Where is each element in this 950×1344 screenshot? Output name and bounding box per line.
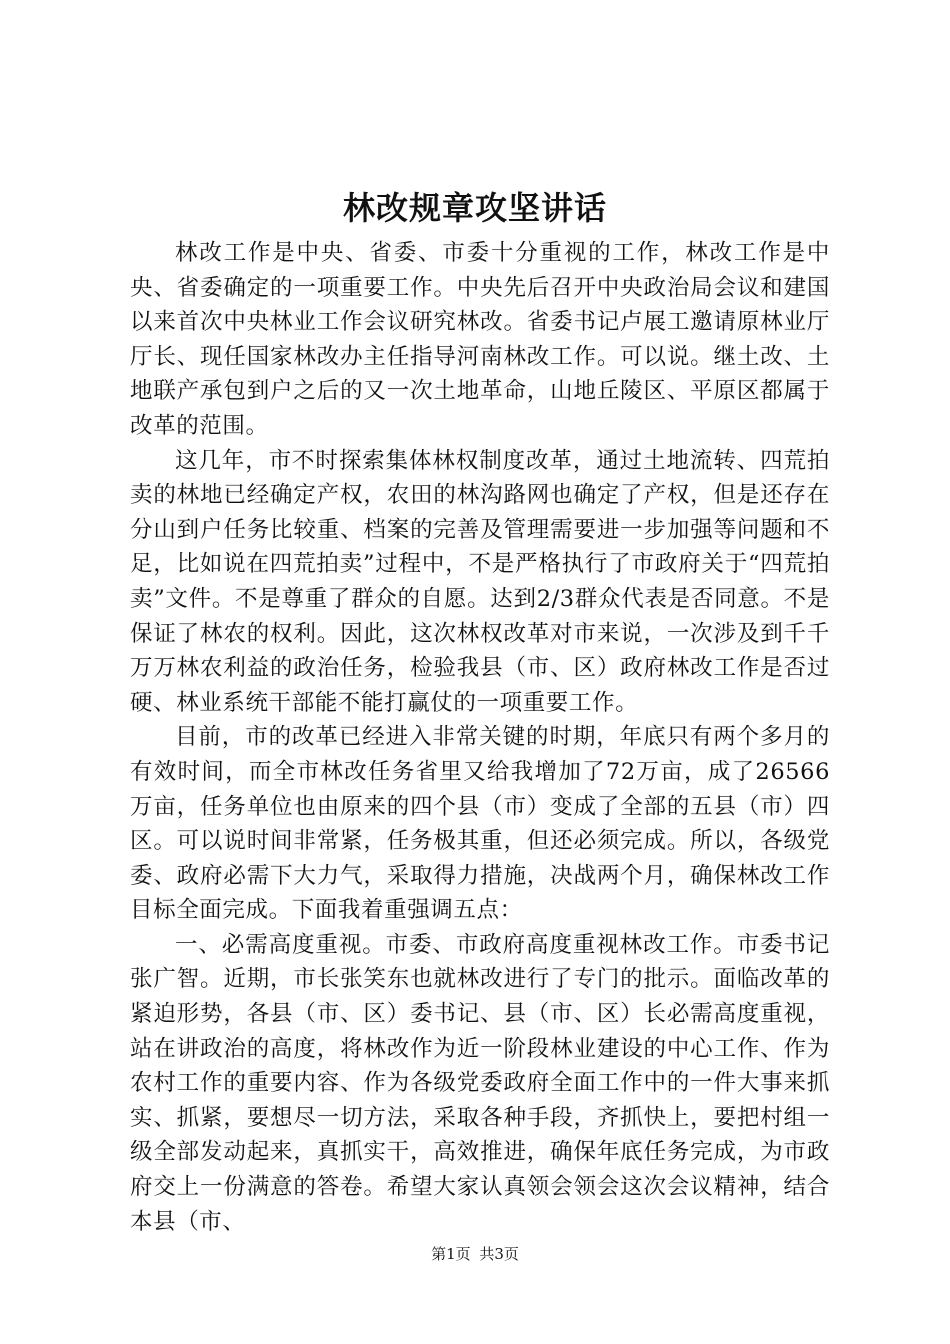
document-body <box>130 236 830 1239</box>
paragraph-1: 林改工作是中央、省委、市委十分重视的工作，林改工作是中央、省委确定的一项重要工作。中央先后召开中央政治局会议和建国以来首次中央林业工作会议研究林改。省委书记卢展工邀请原林业厅厅长、现任国家林改办主任指导河南林改工作。可以说。继土改、土地联产承包到户之后的又一次土地革命，山地丘陵区、平原区都属于改革的范围。 <box>130 240 830 439</box>
document-title: 林改规章攻坚讲话 <box>342 189 607 227</box>
paragraph-4: 一、必需高度重视。市委、市政府高度重视林改工作。市委书记张广智。近期，市长张笑东也就林改进行了专门的批示。面临改革的紧迫形势，各县（市、区）委书记、县（市、区）长必需高度重视，站在讲政治的高度，将林改作为近一阶段林业建设的中心工作、作为农村工作的重要内容、作为各级党委政府全面工作中的一件大事来抓实、抓紧，要想尽一切方法，采取各种手段，齐抓快上，要把村组一级全部发动起来，真抓实干，高效推进，确保年底任务完成，为市政府交上一份满意的答卷。希望大家认真领会领会这次会议精神，结合本县（市、 <box>130 931 830 1235</box>
page-number: 第1页 <box>431 1245 471 1263</box>
page-footer <box>0 1244 950 1264</box>
paragraph-3: 目前，市的改革已经进入非常关键的时期，年底只有两个多月的有效时间，而全市林改任务省里又给我增加了72万亩，成了26566万亩，任务单位也由原来的四个县（市）变成了全部的五县（市）四区。可以说时间非常紧，任务极其重，但还必须完成。所以，各级党委、政府必需下大力气，采取得力措施，决战两个月，确保林改工作目标全面完成。下面我着重强调五点： <box>130 724 830 924</box>
page-total: 共3页 <box>479 1245 519 1263</box>
paragraph-2: 这几年，市不时探索集体林权制度改革，通过土地流转、四荒拍卖的林地已经确定产权，农田的林沟路网也确定了产权，但是还存在分山到户任务比较重、档案的完善及管理需要进一步加强等问题和不足，比如说在四荒拍卖”过程中，不是严格执行了市政府关于“四荒拍卖”文件。不是尊重了群众的自愿。达到2/3群众代表是否同意。不是保证了林农的权利。因此，这次林权改革对市来说，一次涉及到千千万万林农利益的政治任务，检验我县（市、区）政府林改工作是否过硬、林业系统干部能不能打赢仗的一项重要工作。 <box>130 447 830 716</box>
